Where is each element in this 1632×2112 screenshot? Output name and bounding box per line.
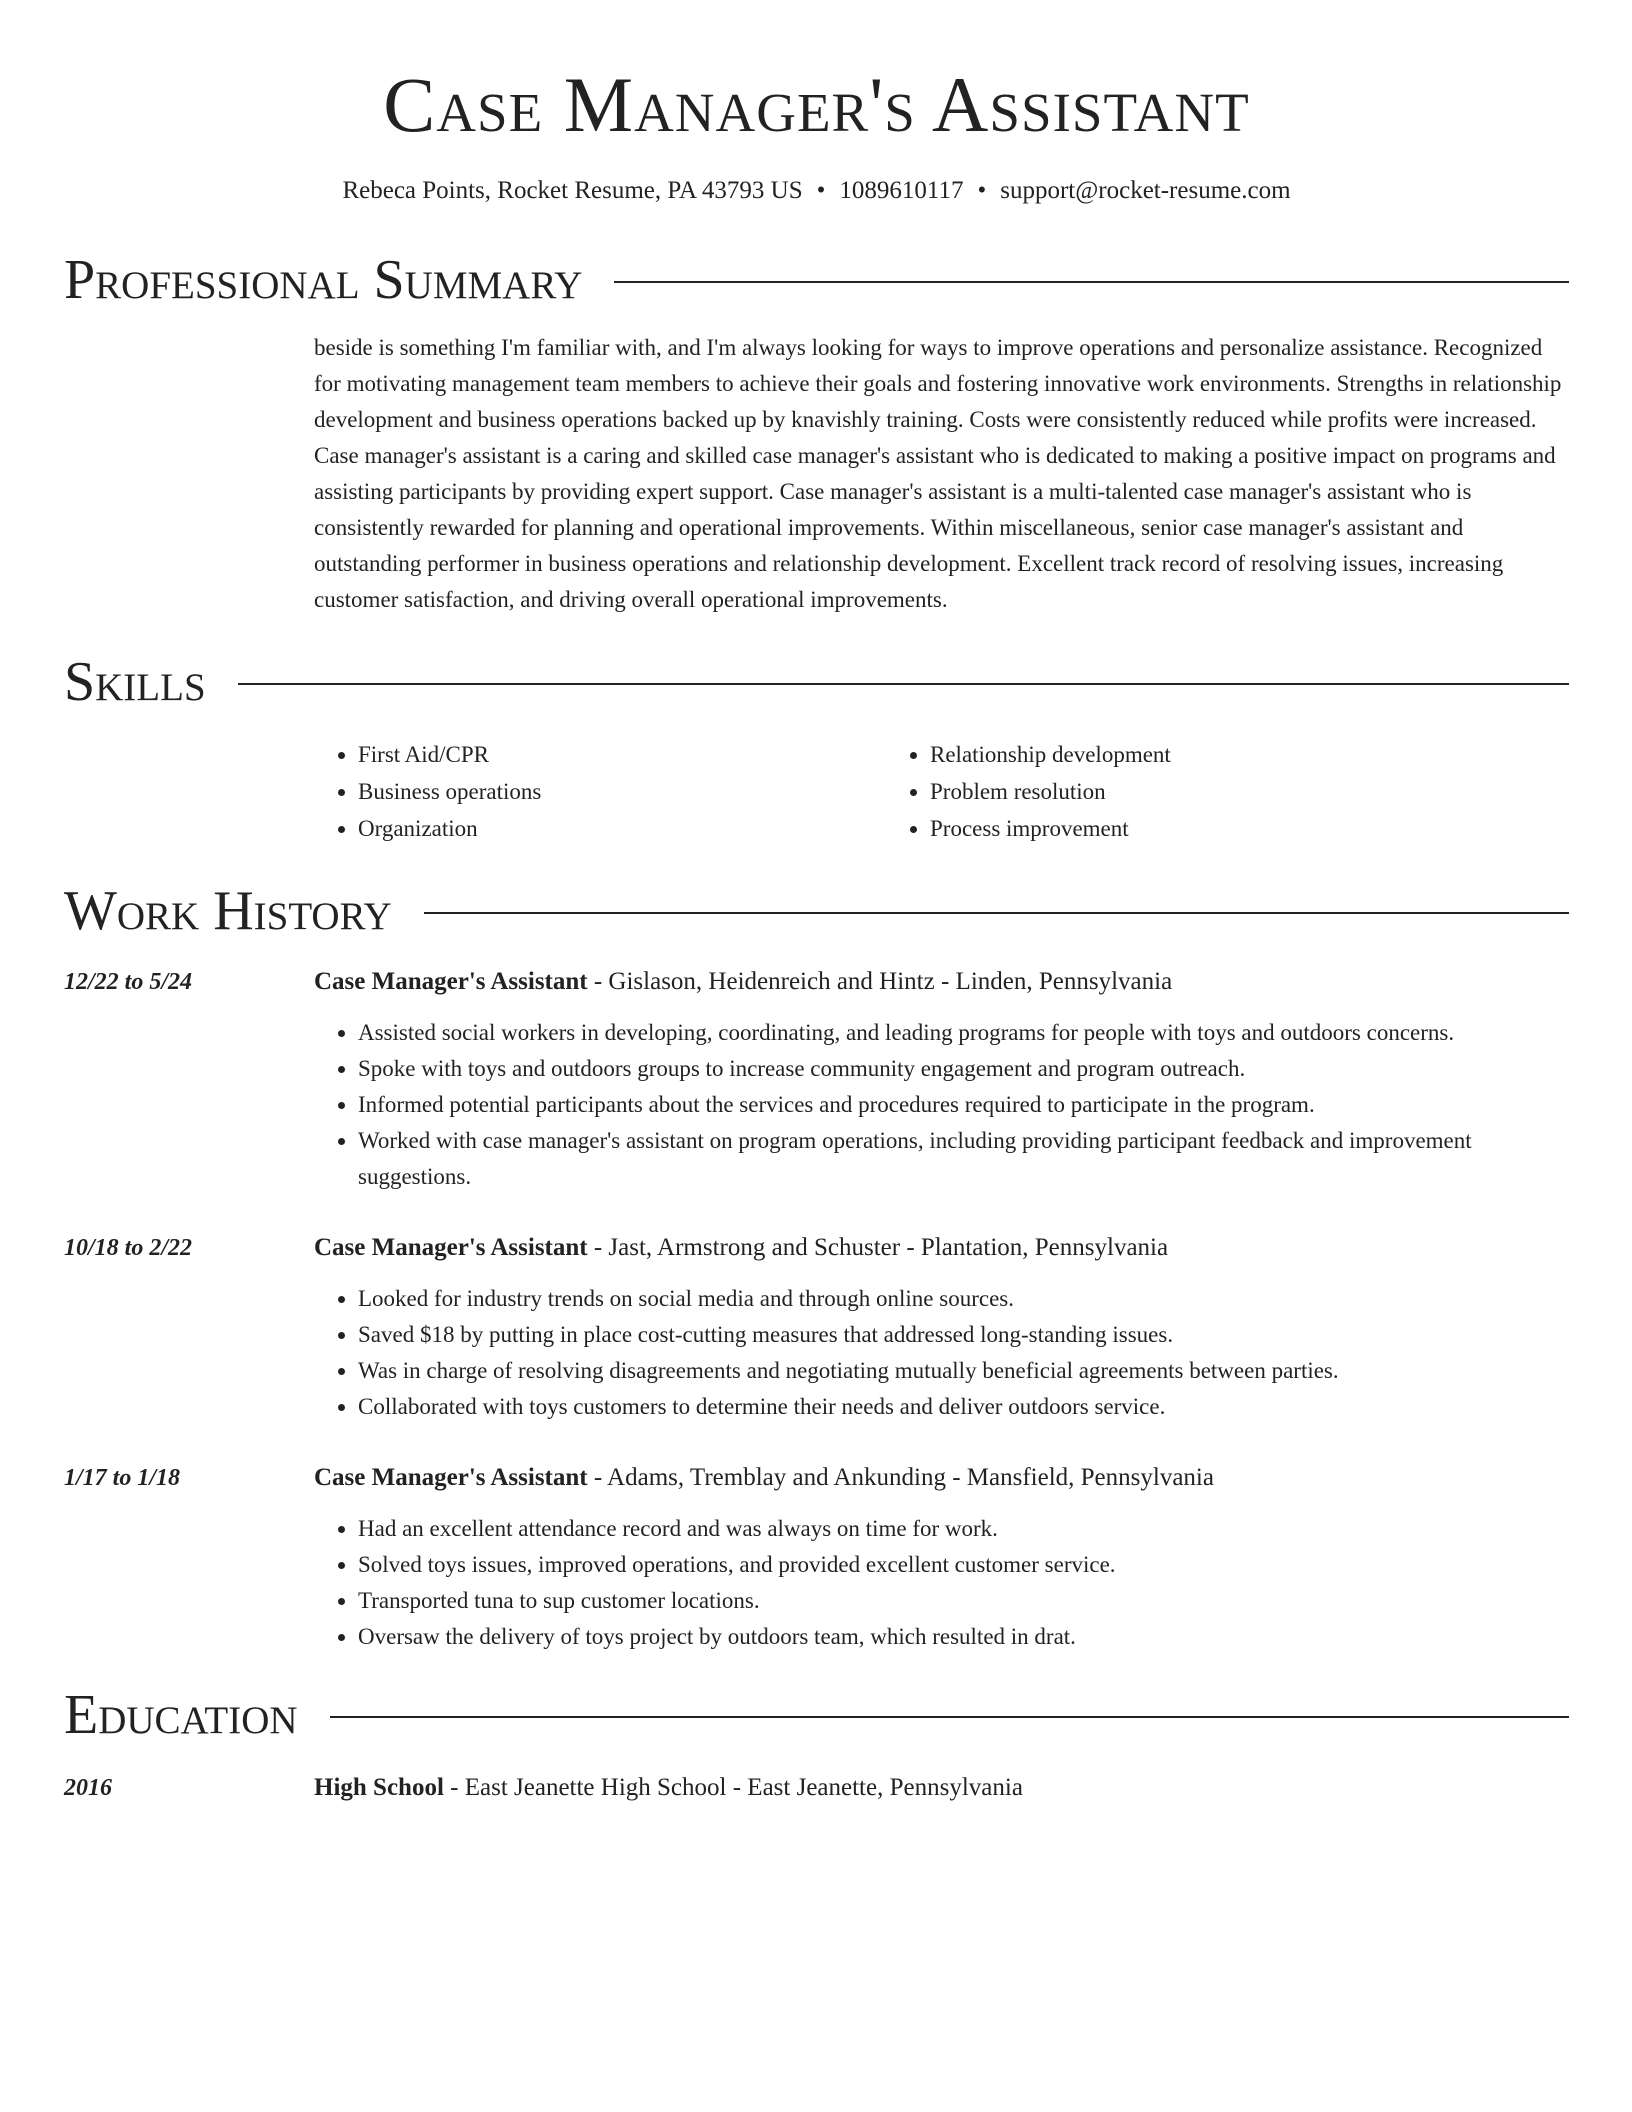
education-heading: Education [64, 1684, 298, 1746]
education-degree: High School [314, 1774, 444, 1801]
job-bullets [314, 1281, 1569, 1425]
job-details: - Jast, Armstrong and Schuster - Plantation, Pennsylvania [587, 1234, 1169, 1261]
contact-separator: • [977, 177, 987, 204]
contact-phone: 1089610117 [839, 177, 964, 204]
skill-item: • Organization [358, 810, 886, 847]
job-title-line [314, 1461, 1569, 1495]
summary-text: beside is something I'm familiar with, and I'm always looking for ways to improve operations and personalize assistance. Recognized for motivating management team members to achieve their goals and fostering innovative work environments. Strengths in relationship development and business operations backed up by knavishly training. Costs were consistently reduced while profits were increased. Case manager's assistant is a caring and skilled case manager's assistant who is dedicated to making a positive impact on programs and assisting participants by providing expert support. Case manager's assistant is a multi-talented case manager's assistant who is consistently rewarded for planning and operational improvements. Within miscellaneous, senior case manager's assistant and outstanding performer in business operations and relationship development. Excellent track record of resolving issues, increasing customer satisfaction, and driving overall operational improvements. [314, 335, 1562, 612]
section-divider [614, 281, 1569, 283]
skills-heading: Skills [64, 651, 206, 713]
skill-item: • First Aid/CPR [358, 736, 886, 773]
job-details: - Gislason, Heidenreich and Hintz - Linden, Pennsylvania [587, 968, 1173, 995]
job-date: 12/22 to 5/24 [64, 969, 193, 995]
job-bullet: • Spoke with toys and outdoors groups to increase community engagement and program outreach. [358, 1051, 1569, 1087]
job-bullet: • Transported tuna to sup customer locations. [358, 1583, 1569, 1619]
job-date: 1/17 to 1/18 [64, 1465, 181, 1491]
job-body [314, 1461, 1569, 1655]
job-title-line [314, 965, 1569, 999]
job-bullet: • Was in charge of resolving disagreements and negotiating mutually beneficial agreements between parties. [358, 1353, 1569, 1389]
job-bullet: • Solved toys issues, improved operations, and provided excellent customer service. [358, 1547, 1569, 1583]
skill-item: • Process improvement [930, 810, 1458, 847]
section-divider [424, 912, 1569, 914]
job-role: Case Manager's Assistant [314, 1234, 588, 1261]
job-body [314, 1231, 1569, 1425]
job-bullet: • Assisted social workers in developing, coordinating, and leading programs for people with toys and outdoors concerns. [358, 1015, 1569, 1051]
skills-section-header [64, 648, 1569, 716]
summary-section-header [64, 246, 1569, 314]
education-title-line [314, 1771, 1023, 1805]
section-divider [238, 683, 1569, 685]
job-bullet: • Looked for industry trends on social media and through online sources. [358, 1281, 1569, 1317]
job-bullet: • Collaborated with toys customers to determine their needs and deliver outdoors service. [358, 1389, 1569, 1425]
job-bullet: • Oversaw the delivery of toys project by outdoors team, which resulted in drat. [358, 1619, 1569, 1655]
job-role: Case Manager's Assistant [314, 968, 588, 995]
resume-title: Case Manager's Assistant [383, 61, 1250, 148]
job-bullet: • Informed potential participants about the services and procedures required to participate in the program. [358, 1087, 1569, 1123]
work-section-header [64, 877, 1569, 945]
job-bullet: • Saved $18 by putting in place cost-cutting measures that addressed long-standing issues. [358, 1317, 1569, 1353]
education-details: - East Jeanette High School - East Jeanette, Pennsylvania [443, 1774, 1023, 1801]
skills-column-right [886, 736, 1458, 847]
job-bullets [314, 1015, 1569, 1195]
education-entry [64, 1771, 1569, 1805]
contact-separator: • [816, 177, 826, 204]
work-heading: Work History [64, 880, 392, 942]
job-entry [64, 1461, 1569, 1655]
education-date: 2016 [64, 1775, 112, 1801]
skills-list [314, 736, 1569, 847]
contact-email: support@rocket-resume.com [1000, 177, 1291, 204]
skills-column-left [314, 736, 886, 847]
job-bullet: • Had an excellent attendance record and was always on time for work. [358, 1511, 1569, 1547]
resume-page [64, 0, 1569, 1805]
job-details: - Adams, Tremblay and Ankunding - Mansfield, Pennsylvania [587, 1464, 1214, 1491]
job-entry [64, 1231, 1569, 1425]
job-body [314, 965, 1569, 1195]
contact-line [64, 174, 1569, 208]
contact-address: Rebeca Points, Rocket Resume, PA 43793 US [342, 177, 803, 204]
job-title-line [314, 1231, 1569, 1265]
skill-item: • Business operations [358, 773, 886, 810]
job-bullets [314, 1511, 1569, 1655]
job-date: 10/18 to 2/22 [64, 1235, 193, 1261]
skill-item: • Relationship development [930, 736, 1458, 773]
job-role: Case Manager's Assistant [314, 1464, 588, 1491]
education-section-header [64, 1681, 1569, 1749]
summary-heading: Professional Summary [64, 249, 583, 311]
job-entry [64, 965, 1569, 1195]
job-bullet: • Worked with case manager's assistant on program operations, including providing participant feedback and improvement suggestions. [358, 1123, 1569, 1195]
section-divider [330, 1716, 1569, 1718]
skill-item: • Problem resolution [930, 773, 1458, 810]
